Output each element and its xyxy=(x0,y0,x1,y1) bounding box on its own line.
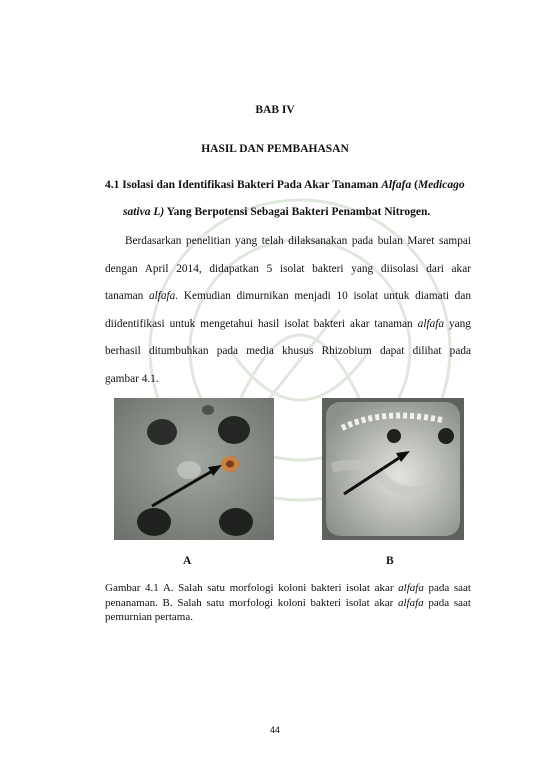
section-heading-text: ( xyxy=(411,179,418,191)
chapter-title: HASIL DAN PEMBAHASAN xyxy=(201,143,349,155)
figure-a-label: A xyxy=(183,555,192,567)
paragraph-line: diidentifikasi untuk mengetahui hasil isolat bakteri akar tanaman alfafa yang xyxy=(105,317,471,330)
paragraph-line: Berdasarkan penelitian yang telah dilaksanakan pada bulan Maret sampai xyxy=(125,235,471,247)
figure-b-label: B xyxy=(386,555,394,567)
section-heading-italic: Alfafa xyxy=(381,179,412,191)
paragraph-line: gambar 4.1. xyxy=(105,372,159,385)
section-heading xyxy=(105,172,475,226)
page-number: 44 xyxy=(269,725,280,735)
section-number: 4.1 xyxy=(105,179,120,191)
section-heading-italic: sativa L) xyxy=(123,206,165,218)
chapter-number: BAB IV xyxy=(255,104,295,116)
section-heading-italic: Medicago xyxy=(417,179,465,191)
figure-caption: Gambar 4.1 A. Salah satu morfologi koloni bakteri isolat akar alfafa pada saat penanaman. B. Salah satu morfologi koloni bakteri isolat akar alfafa pada saat pemurnian pertama. xyxy=(105,582,471,623)
figure-a-photo xyxy=(114,398,274,540)
figure-b-photo xyxy=(322,398,464,540)
section-heading-text: Yang Berpotensi Sebagai Bakteri Penambat Nitrogen. xyxy=(164,206,431,218)
body-paragraph xyxy=(105,228,471,394)
paragraph-line: tanaman alfafa. Kemudian dimurnikan menjadi 10 isolat untuk diamati dan xyxy=(105,290,471,303)
section-heading-text: Isolasi dan Identifikasi Bakteri Pada Akar Tanaman xyxy=(122,179,382,191)
paragraph-line: berhasil ditumbuhkan pada media khusus Rhizobium dapat dilihat pada xyxy=(105,345,471,358)
paragraph-line: dengan April 2014, didapatkan 5 isolat bakteri yang diisolasi dari akar xyxy=(105,262,471,275)
